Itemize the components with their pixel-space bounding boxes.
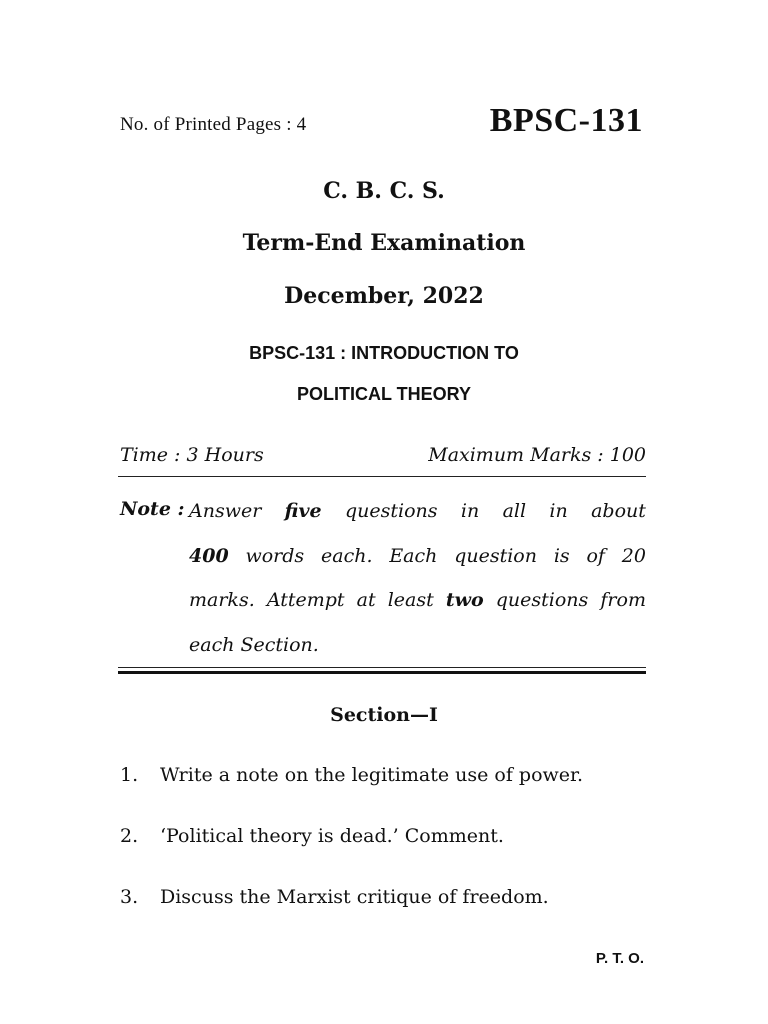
course-title-line-2: POLITICAL THEORY (296, 384, 471, 404)
note-word: Answer (189, 500, 262, 522)
note-word: words (245, 544, 305, 567)
scheme-title: C. B. C. S. (323, 178, 445, 204)
note-word: in (460, 500, 480, 522)
time-allowed: Time : 3 Hours (120, 444, 264, 466)
exam-session: December, 2022 (284, 283, 484, 309)
note-word: all (502, 500, 527, 522)
exam-title: Term-End Examination (242, 230, 526, 256)
note-word: from (600, 589, 646, 612)
paper-code: BPSC-131 (489, 102, 643, 139)
question-number: 1. (120, 764, 139, 786)
note-word: Attempt (266, 589, 345, 612)
note-word: question (454, 544, 537, 567)
divider-rule-thick (118, 671, 646, 674)
note-instructions (189, 489, 646, 668)
question-text: ‘Political theory is dead.’ Comment. (160, 825, 504, 847)
question-item (120, 764, 660, 786)
note-word: is (553, 544, 570, 567)
maximum-marks: Maximum Marks : 100 (428, 444, 646, 466)
note-word: 20 (621, 544, 646, 567)
note-word: marks. (189, 589, 255, 612)
course-title-line-1: BPSC-131 : INTRODUCTION TO (249, 343, 519, 363)
question-number: 2. (120, 825, 139, 847)
section-heading: Section—I (330, 704, 438, 726)
question-text: Discuss the Marxist critique of freedom. (160, 886, 549, 908)
note-word: questions (344, 500, 438, 522)
note-word: each Section. (189, 634, 319, 657)
note-word: least (387, 589, 434, 612)
note-word: questions (495, 589, 589, 612)
note-word: about (591, 500, 646, 522)
note-word: Each (389, 544, 438, 567)
note-label: Note : (120, 498, 185, 520)
note-word: at (356, 589, 376, 612)
question-text: Write a note on the legitimate use of power. (160, 764, 584, 786)
time-marks-row (120, 444, 646, 466)
note-line-3 (189, 578, 646, 623)
note-line-4 (189, 623, 646, 668)
note-word: in (549, 500, 568, 522)
note-line-2 (189, 534, 646, 579)
please-turn-over: P. T. O. (595, 950, 644, 967)
question-item (120, 825, 660, 847)
note-line-1 (189, 489, 646, 534)
note-word: each. (321, 544, 373, 567)
question-item (120, 886, 660, 908)
printed-pages-count: No. of Printed Pages : 4 (120, 114, 307, 135)
note-word-bold: five (284, 500, 322, 522)
question-number: 3. (120, 886, 139, 908)
note-word: of (586, 544, 605, 567)
note-word-bold: two (445, 589, 484, 612)
note-word-bold: 400 (189, 544, 229, 567)
divider-rule (118, 667, 646, 668)
divider-rule (118, 476, 646, 477)
